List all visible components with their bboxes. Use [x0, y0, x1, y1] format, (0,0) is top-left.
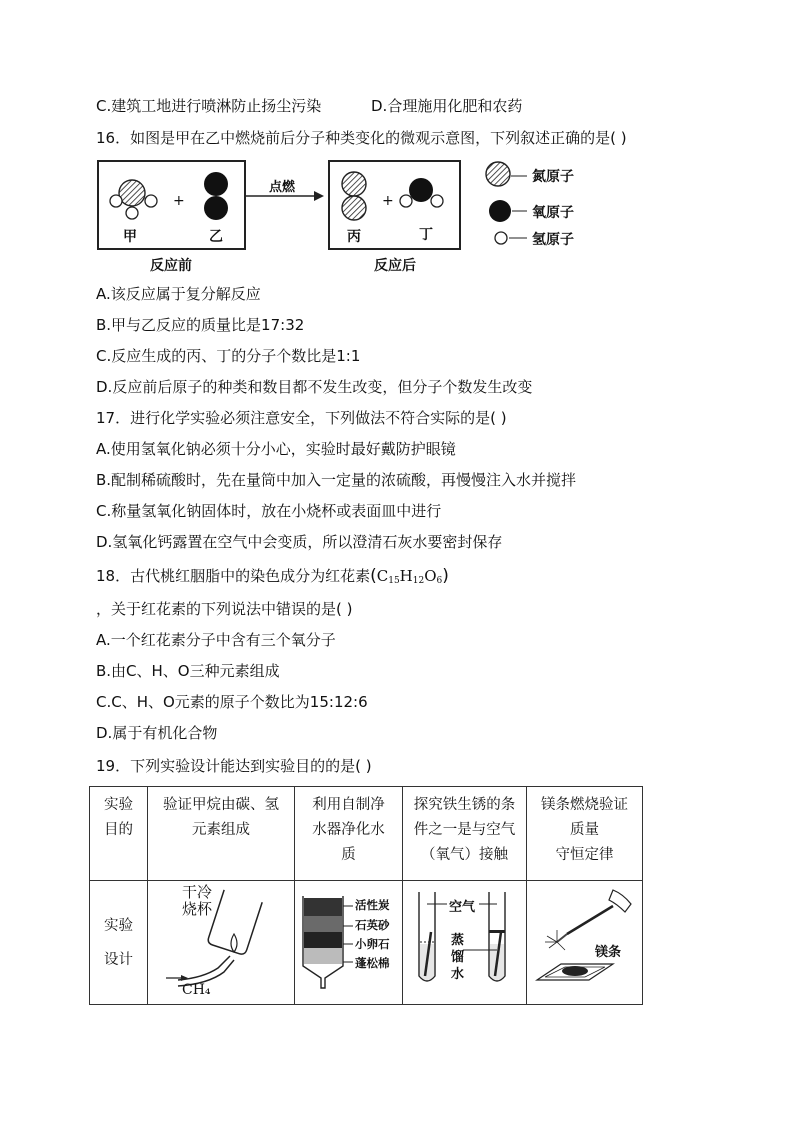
row-header-purpose: 实验 目的 [90, 787, 148, 881]
arrow-label: 点燃 [269, 180, 296, 195]
q18-option-d: D.属于有机化合物 [96, 724, 218, 742]
q16-option-d: D.反应前后原子的种类和数目都不发生改变，但分子个数发生改变 [96, 378, 533, 396]
air-label: 空气 [449, 899, 476, 915]
label-ding: 丁 [419, 227, 433, 243]
distilled-water-label: 蒸 馏 水 [451, 932, 465, 982]
molecule-jia [110, 180, 157, 219]
q18-stem-cont: ，关于红花素的下列说法中错误的是( ) [96, 600, 353, 618]
purpose-row [90, 787, 643, 881]
layer-quartz-sand: 石英砂 [355, 917, 390, 932]
methane-beaker-figure [148, 882, 293, 1004]
molecule-diagram [0, 0, 794, 290]
purpose-c: 探究铁生锈的条 件之一是与空气 （氧气）接触 [403, 787, 527, 881]
q16-stem: 16．如图是甲在乙中燃烧前后分子种类变化的微观示意图，下列叙述正确的是( ) [96, 129, 627, 147]
design-a [148, 881, 295, 1005]
molecule-ding [400, 178, 443, 207]
caption-after: 反应后 [374, 258, 416, 274]
q17-option-b: B.配制稀硫酸时，先在量筒中加入一定量的浓硫酸，再慢慢注入水并搅拌 [96, 471, 577, 489]
plus-sign-before: + [173, 193, 185, 209]
molecule-yi [204, 172, 228, 220]
purpose-d: 镁条燃烧验证 质量 守恒定律 [527, 787, 643, 881]
q18-option-a: A.一个红花素分子中含有三个氧分子 [96, 631, 336, 649]
q16-option-a: A.该反应属于复分解反应 [96, 285, 261, 303]
layer-pebbles: 小卵石 [355, 936, 390, 951]
molecule-bing [342, 172, 366, 220]
q18-option-b: B.由C、H、O三种元素组成 [96, 662, 280, 680]
q15-option-d: D.合理施用化肥和农药 [371, 97, 523, 115]
q16-option-c: C.反应生成的丙、丁的分子个数比是1:1 [96, 347, 361, 365]
magnesium-burning-figure [527, 882, 641, 1004]
purpose-a: 验证甲烷由碳、氢 元素组成 [148, 787, 295, 881]
q18-option-c: C.C、H、O元素的原子个数比为15:12:6 [96, 693, 368, 711]
label-bing: 丙 [347, 229, 361, 245]
row-header-design: 实验 设计 [90, 881, 148, 1005]
q19-stem: 19．下列实验设计能达到实验目的的是( ) [96, 757, 372, 775]
layer-cotton: 蓬松棉 [355, 955, 390, 970]
q18-stem-prefix: 18．古代桃红胭脂中的染色成分为红花素 [96, 567, 371, 585]
design-b [295, 881, 403, 1005]
design-c [403, 881, 527, 1005]
legend-nitrogen: 氮原子 [532, 169, 574, 185]
q15-option-c: C.建筑工地进行喷淋防止扬尘污染 [96, 97, 322, 115]
q19-table [89, 786, 643, 1005]
q17-option-c: C.称量氢氧化钠固体时，放在小烧杯或表面皿中进行 [96, 502, 442, 520]
purpose-b: 利用自制净 水器净化水 质 [295, 787, 403, 881]
legend [486, 162, 527, 244]
design-row [90, 881, 643, 1005]
dry-cold-beaker-label: 干冷 烧杯 [182, 882, 213, 918]
legend-hydrogen: 氢原子 [532, 232, 574, 248]
design-d [527, 881, 643, 1005]
ch4-label: CH₄ [182, 981, 211, 998]
layer-activated-carbon: 活性炭 [355, 897, 390, 912]
q17-option-d: D.氢氧化钙露置在空气中会变质，所以澄清石灰水要密封保存 [96, 533, 503, 551]
q17-option-a: A.使用氢氧化钠必须十分小心，实验时最好戴防护眼镜 [96, 440, 456, 458]
q16-option-b: B.甲与乙反应的质量比是17:32 [96, 316, 305, 334]
q17-stem: 17．进行化学实验必须注意安全，下列做法不符合实际的是( ) [96, 409, 507, 427]
magnesium-ribbon-label: 镁条 [595, 944, 622, 960]
legend-oxygen: 氧原子 [532, 205, 574, 221]
plus-sign-after: + [382, 193, 394, 209]
formula: $C_{15}H_{12}O_6$ [376, 567, 443, 586]
label-jia: 甲 [123, 229, 137, 245]
caption-before: 反应前 [150, 258, 192, 274]
label-yi: 乙 [209, 229, 223, 245]
q18-stem: 18．古代桃红胭脂中的染色成分为红花素$(C_{15}H_{12}O_6)$ [96, 566, 449, 586]
